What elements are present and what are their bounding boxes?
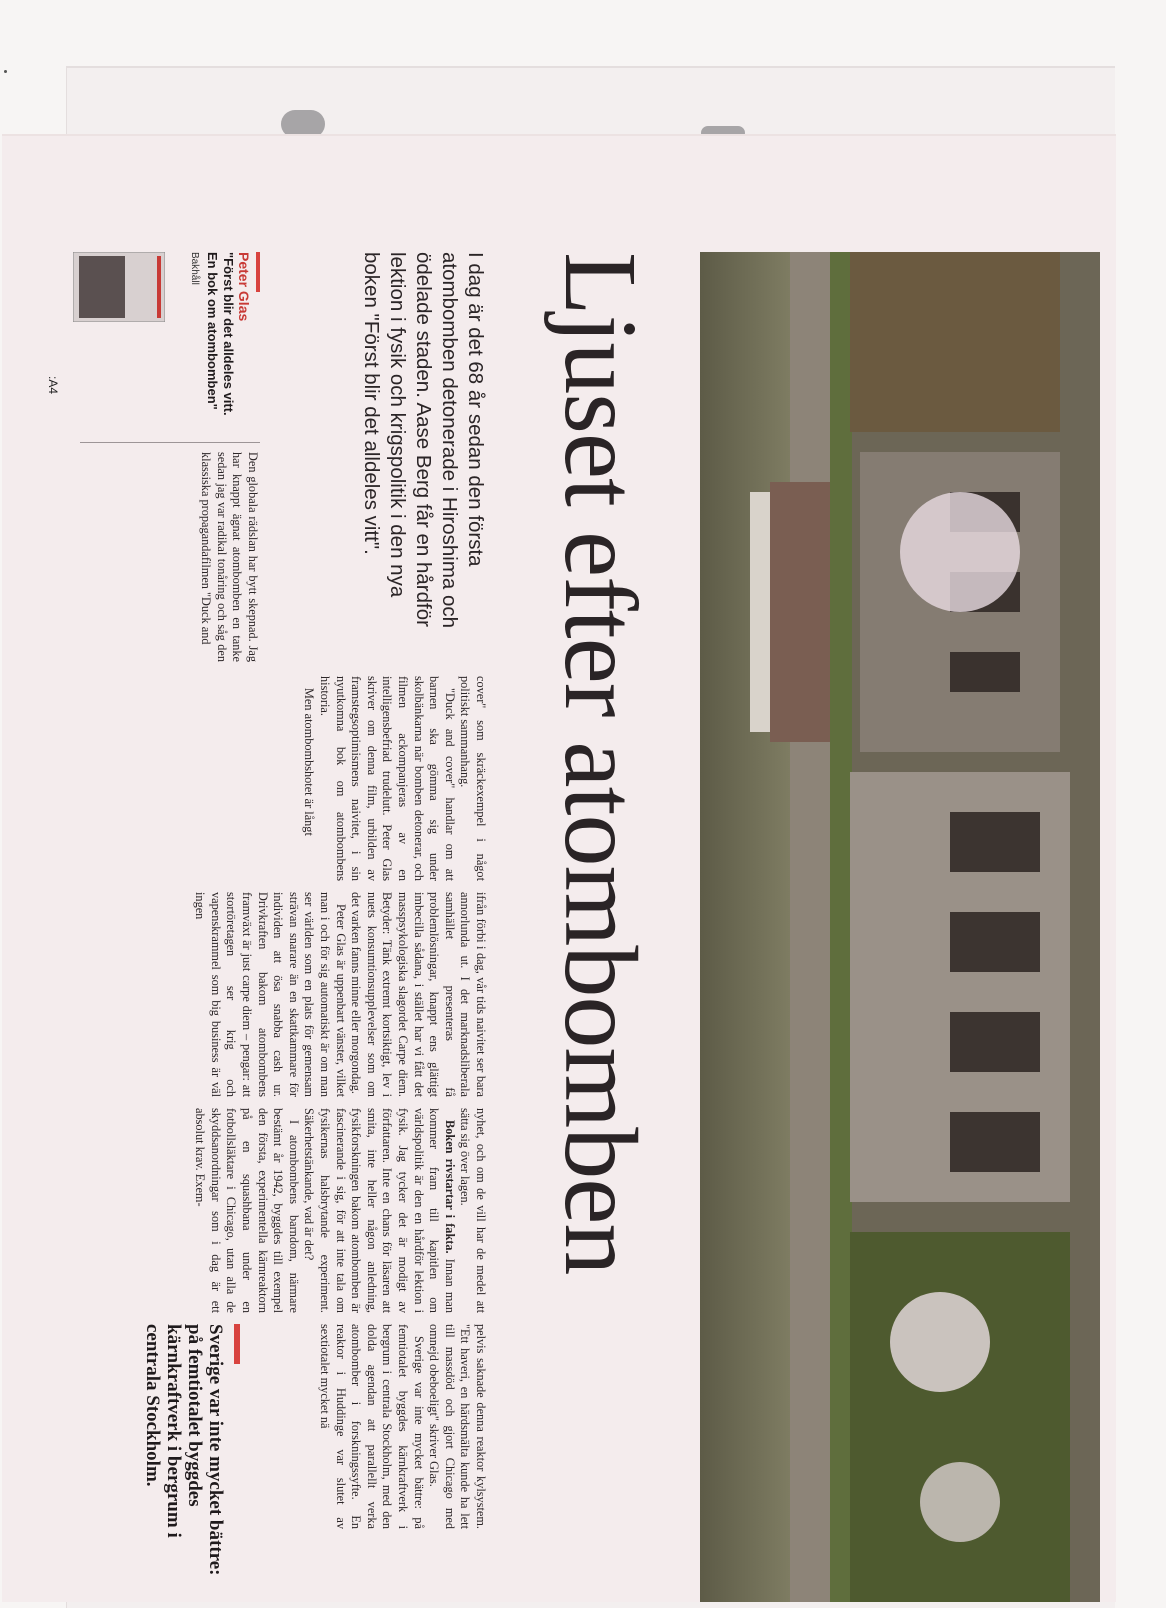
book-title: "Först blir det alldeles vitt. En bok om atombomben"	[205, 252, 236, 416]
column-4	[192, 1108, 488, 1313]
paragraph: nyhet, och om de vill har de medel att sätta sig över lagen.	[458, 1108, 488, 1313]
headline: Ljuset efter atombomben	[543, 252, 658, 1275]
ingress: I dag är det 68 år sedan den första atombomben detonerade i Hiroshima och ödelade staden. Aase Berg får en hårdför lektion i fysik och krigspolitik i den nya boken "Först blir det alldeles vitt".	[360, 252, 487, 629]
pullquote-accent-bar	[234, 1324, 240, 1364]
column-divider	[80, 442, 260, 443]
paragraph: ifrån förbi i dag, vår tids naivitet ser bara annorlunda ut. I det marknadsliberala samhället presenteras få problemlösningar, knappt ens glättigt imbecilla sådana, i stället har vi fått det masspsykologiska slagordet Carpe diem. Betyder: Tänk extremt kortsiktigt, lev i nuets konsumtionsupplevelser som om det varken fanns minne eller morgondag.	[349, 892, 488, 1097]
author-name: Peter Glas	[236, 252, 252, 322]
paragraph: Peter Glas är uppenbart vänster, vilket man i och för sig automatiskt är om man ser världen som en plats för gemensam strävan snarare än en skattkammare för individen att ösa snabba cash ur. Drivkraften bakom atombombens framväxt är just carpe diem – pengar: att stortöretagen ser krig och vapenskrammel som big business är väl ingen	[193, 892, 348, 1097]
column-1	[198, 452, 260, 662]
newspaper-page	[2, 134, 1116, 1602]
dust-speck	[4, 70, 7, 73]
hiroshima-photo	[700, 252, 1100, 1602]
byline-accent-bar	[256, 252, 260, 292]
pullquote	[142, 1324, 240, 1584]
column-5	[316, 1324, 488, 1529]
paragraph: Boken rivstartar i fakta. Innan man kommer fram till kapitlen om världspolitik är den en hårdför lektion i fysik. Jag tycker det är modigt av författaren. Inte en chans för läsaren att smita, inte heller någon anledning, fysikforskningen bakom atombomben är fascinerande i sig, för att inte tala om fysikernas halsbrytande experiment. Säkerhetstänkande, vad är det?	[302, 1108, 457, 1313]
paragraph: "Duck and cover" handlar om att barnen ska gömma sig under skolbänkarna när bomben detonerar, och filmen ackompanjeras av en intelligensbefriad trudelutt. Peter Glas skriver om denna film, urbilden av framstegsoptimismens naivitet, i sin nyutkomna bok om atombombens historia.	[318, 676, 457, 881]
column-3	[192, 892, 488, 1097]
paragraph: pelvis saknade denna reaktor kylsystem. "Ett haveri, en härdsmälta kunde ha lett till massdöd och gjort Chicago med omnejd obeboeligt" skriver Glas.	[427, 1324, 488, 1529]
byline-box	[80, 252, 260, 428]
article	[80, 252, 1100, 1602]
column-2	[301, 676, 488, 881]
book-cover-image	[73, 252, 165, 322]
paragraph: Den globala rädslan har bytt skepnad. Jag har knappt ägnat atombomben en tanke sedan jag var radikal tonåring och såg den klassiska propagandafilmen "Duck and	[199, 452, 260, 662]
paragraph-lead: Boken rivstartar i fakta.	[442, 1120, 457, 1254]
paragraph: I atombombens barndom, närmare bestämt år 1942, byggdes till exempel den första, experimentella kärnreaktorn på en squashbana under en fotbollsläktare i Chicago, utan alla de skyddsanordningar som i dag är ett absolut krav. Exem-	[193, 1108, 301, 1313]
pullquote-text: Sverige var inte mycket bättre: på femtiotalet byggdes kärnkraftverk i bergrum i centrala Stockholm.	[142, 1324, 226, 1576]
page-number: :A4	[46, 376, 60, 395]
paragraph: cover" som skräckexempel i något politiskt sammanhang.	[458, 676, 488, 881]
paragraph: Sverige var inte mycket bättre: på femtiotalet byggdes kärnkraftverk i bergrum i centrala Stockholm, med den dolda agendan att parallellt verka atombomber i forskningssyfte. En reaktor i Huddinge var slutet av sextiotalet mycket nä	[318, 1324, 426, 1529]
publisher: Bakhåll	[189, 252, 200, 285]
paragraph: Men atombombshotet är långt	[302, 688, 317, 836]
